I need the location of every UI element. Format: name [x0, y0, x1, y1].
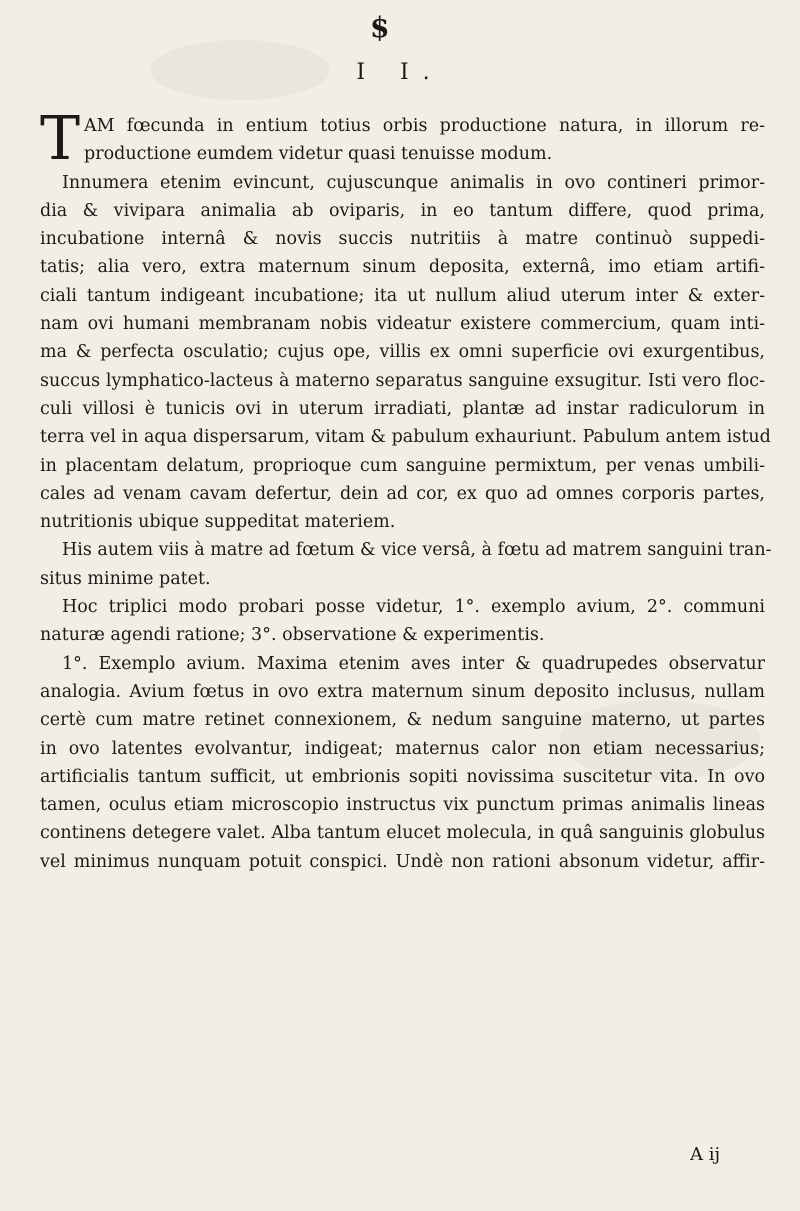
text-line: in placentam delatum, proprioque cum sanguine permixtum, per venas umbili- — [40, 455, 765, 476]
catchword-signature: A ij — [690, 1144, 721, 1165]
paper-stain — [150, 40, 330, 100]
top-mark: $ — [370, 11, 390, 44]
text-line: Hoc triplici modo probari posse videtur, 1°. exemplo avium, 2°. communi — [62, 597, 765, 618]
text-line: incubatione internâ & novis succis nutritiis à matre continuò suppedi- — [40, 229, 765, 250]
text-line: His autem viis à matre ad fœtum & vice versâ, à fœtu ad matrem sanguini tran- — [62, 540, 772, 561]
text-line: ma & perfecta osculatio; cujus ope, villis ex omni superficie ovi exurgentibus, — [40, 342, 765, 363]
text-line: naturæ agendi ratione; 3°. observatione & experimentis. — [40, 625, 545, 646]
text-line: nam ovi humani membranam nobis videatur existere commercium, quam inti- — [40, 314, 765, 335]
text-line: certè cum matre retinet connexionem, & nedum sanguine materno, ut partes — [40, 710, 765, 731]
text-line: tamen, oculus etiam microscopio instructus vix punctum primas animalis lineas — [40, 795, 765, 816]
text-line: in ovo latentes evolvantur, indigeat; maternus calor non etiam necessarius; — [40, 738, 765, 759]
text-line: vel minimus nunquam potuit conspici. Undè non rationi absonum videtur, affir- — [40, 851, 765, 872]
text-line: cales ad venam cavam defertur, dein ad cor, ex quo ad omnes corporis partes, — [40, 483, 765, 504]
text-line: 1°. Exemplo avium. Maxima etenim aves inter & quadrupedes observatur — [62, 653, 765, 674]
text-line: succus lymphatico-lacteus à materno separatus sanguine exsugitur. Isti vero floc- — [40, 370, 765, 391]
text-line: analogia. Avium fœtus in ovo extra maternum sinum deposito inclusus, nullam — [40, 681, 765, 702]
text-line: Innumera etenim evincunt, cujuscunque animalis in ovo contineri primor- — [62, 172, 765, 193]
text-line: tatis; alia vero, extra maternum sinum deposita, externâ, imo etiam artifi- — [40, 257, 765, 278]
text-line: dia & vivipara animalia ab oviparis, in eo tantum differe, quod prima, — [40, 200, 765, 221]
text-line: nutritionis ubique suppeditat materiem. — [40, 512, 396, 533]
text-line: culi villosi è tunicis ovi in uterum irradiati, plantæ ad instar radiculorum in — [40, 398, 765, 419]
text-line: ciali tantum indigeant incubatione; ita ut nullum aliud uterum inter & exter- — [40, 285, 765, 306]
dropcap-letter: T — [40, 104, 81, 174]
text-line: terra vel in aqua dispersarum, vitam & pabulum exhauriunt. Pabulum antem istud — [40, 427, 771, 448]
text-line: artificialis tantum sufficit, ut embrionis sopiti novissima suscitetur vita. In ovo — [40, 766, 765, 787]
section-number: I I. — [356, 60, 444, 85]
body-text — [40, 104, 772, 876]
text-line: situs minime patet. — [40, 568, 211, 589]
text-line: continens detegere valet. Alba tantum elucet molecula, in quâ sanguinis globulus — [40, 823, 765, 844]
first-line-text: AM fœcunda in entium totius orbis productione natura, in illorum re- — [84, 116, 765, 136]
text-line: productione eumdem videtur quasi tenuisse modum. — [84, 144, 553, 165]
